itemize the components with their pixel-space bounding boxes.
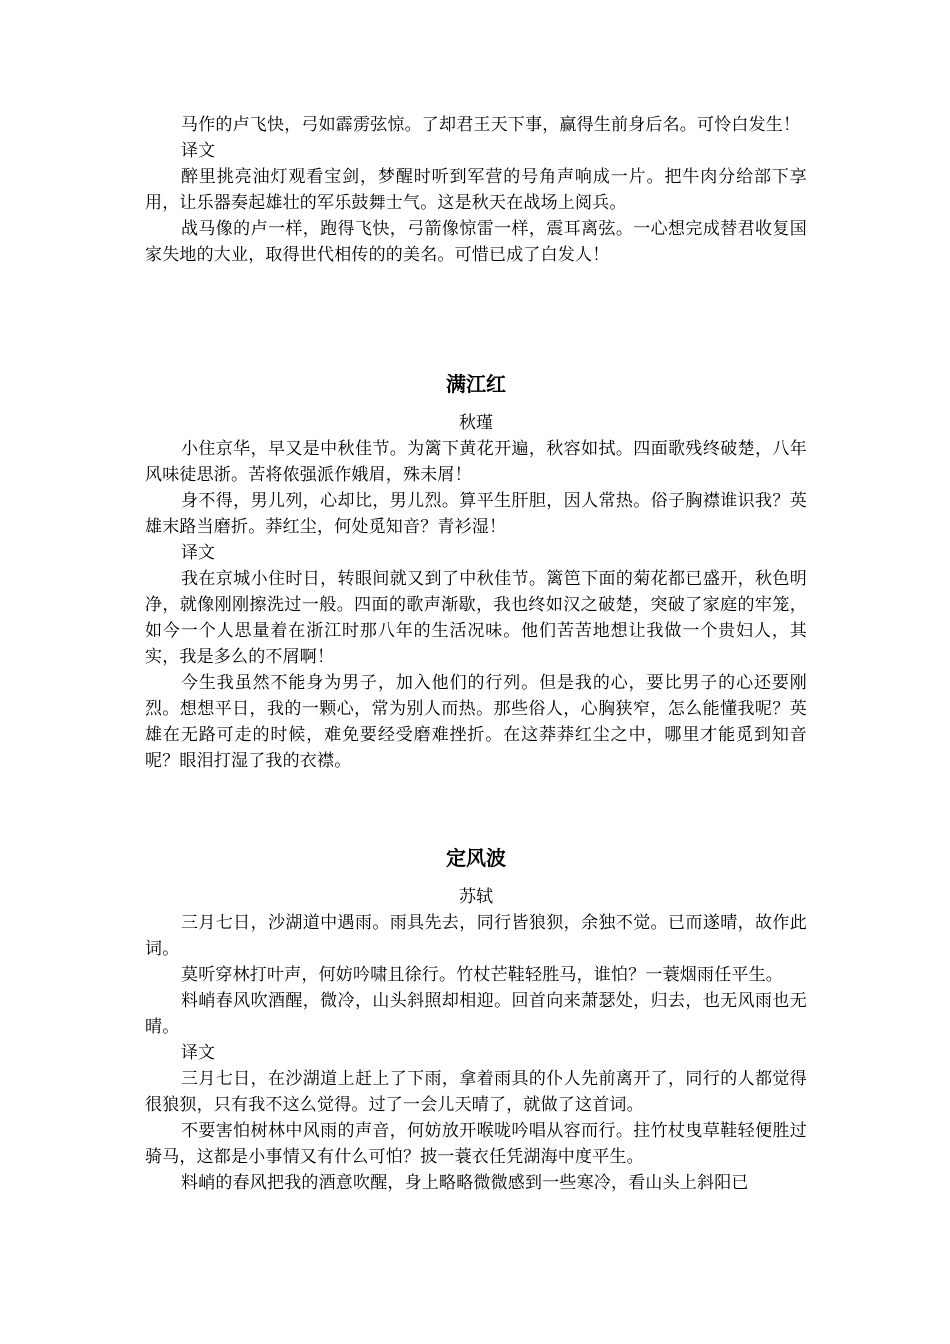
poem3-translation-para-1: 三月七日，在沙湖道上赶上了下雨，拿着雨具的仆人先前离开了，同行的人都觉得很狼狈，只有我不这么觉得。过了一会儿天晴了，就做了这首词。	[145, 1069, 807, 1115]
poem3-translation-para-2: 不要害怕树林中风雨的声音，何妨放开喉咙吟唱从容而行。拄竹杖曳草鞋轻便胜过骑马，这都是小事情又有什么可怕？披一蓑衣任凭湖海中度平生。	[145, 1121, 807, 1167]
poem3-author: 苏轼	[459, 887, 493, 907]
poem1-translation-label: 译文	[181, 141, 215, 161]
poem3-preface: 三月七日，沙湖道中遇雨。雨具先去，同行皆狼狈，余独不觉。已而遂晴，故作此词。	[145, 913, 807, 959]
poem3-translation-label: 译文	[181, 1043, 215, 1063]
poem2-author: 秋瑾	[459, 413, 493, 433]
poem3-translation-para-3: 料峭的春风把我的酒意吹醒，身上略略微微感到一些寒冷，看山头上斜阳已	[181, 1173, 749, 1193]
poem2-title: 满江红	[446, 372, 506, 396]
poem2-section	[145, 410, 807, 774]
poem2-translation-label: 译文	[181, 543, 215, 563]
poem2-verse-2: 身不得，男儿列，心却比，男儿烈。算平生肝胆，因人常热。俗子胸襟谁识我？英雄末路当磨折。莽红尘，何处觅知音？青衫湿！	[145, 491, 807, 537]
poem2-translation-para-1: 我在京城小住时日，转眼间就又到了中秋佳节。篱笆下面的菊花都已盛开，秋色明净，就像刚刚擦洗过一般。四面的歌声渐歇，我也终如汉之破楚，突破了家庭的牢笼，如今一个人思量着在浙江时那八年的生活况味。他们苦苦地想让我做一个贵妇人，其实，我是多么的不屑啊！	[145, 569, 807, 667]
poem2-verse-1: 小住京华，早又是中秋佳节。为篱下黄花开遍，秋容如拭。四面歌残终破楚，八年风味徒思浙。苦将侬强派作娥眉，殊未屑！	[145, 439, 807, 485]
poem3-verse-2: 料峭春风吹酒醒，微冷，山头斜照却相迎。回首向来萧瑟处，归去，也无风雨也无晴。	[145, 991, 807, 1037]
poem3-title: 定风波	[446, 846, 506, 870]
poem1-translation-para-1: 醉里挑亮油灯观看宝剑，梦醒时听到军营的号角声响成一片。把牛肉分给部下享用，让乐器奏起雄壮的军乐鼓舞士气。这是秋天在战场上阅兵。	[145, 167, 807, 213]
poem2-translation-para-2: 今生我虽然不能身为男子，加入他们的行列。但是我的心，要比男子的心还要刚烈。想想平日，我的一颗心，常为别人而热。那些俗人，心胸狭窄，怎么能懂我呢？英雄在无路可走的时候，难免要经受磨难挫折。在这莽莽红尘之中，哪里才能觅到知音呢？眼泪打湿了我的衣襟。	[145, 673, 807, 771]
poem1-verse-tail: 马作的卢飞快，弓如霹雳弦惊。了却君王天下事，赢得生前身后名。可怜白发生！	[181, 115, 801, 135]
poem1-section	[145, 112, 807, 268]
poem3-section	[145, 884, 807, 1196]
poem3-verse-1: 莫听穿林打叶声，何妨吟啸且徐行。竹杖芒鞋轻胜马，谁怕？一蓑烟雨任平生。	[181, 965, 783, 985]
poem1-translation-para-2: 战马像的卢一样，跑得飞快，弓箭像惊雷一样，震耳离弦。一心想完成替君收复国家失地的大业，取得世代相传的的美名。可惜已成了白发人！	[145, 219, 807, 265]
